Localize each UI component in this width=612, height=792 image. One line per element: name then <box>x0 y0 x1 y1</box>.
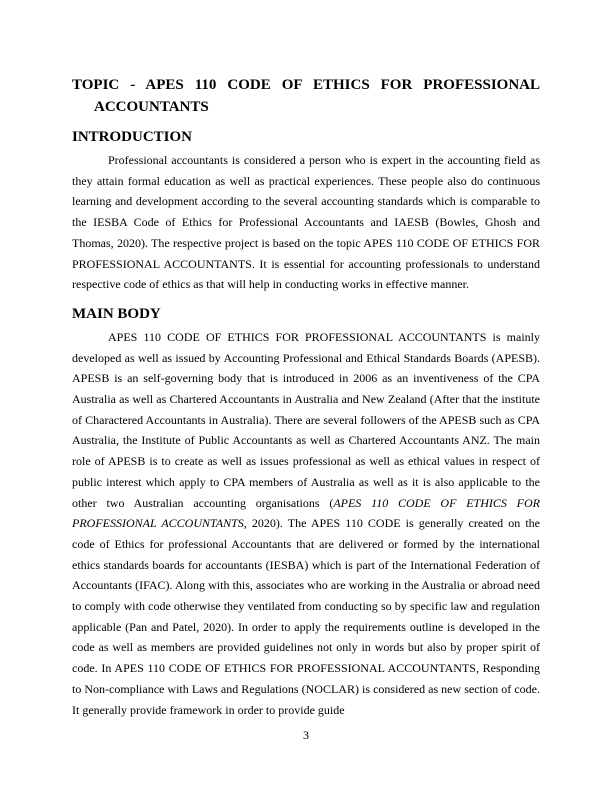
document-page <box>72 74 540 720</box>
main-body-paragraph <box>72 327 540 720</box>
page-number: 3 <box>303 728 309 742</box>
main-body-text-part1: APES 110 CODE OF ETHICS FOR PROFESSIONAL ACCOUNTANTS is mainly developed as well as issued by Accounting Professional and Ethical Standards Boards (APESB). APESB is an self-governing body that is introduced in 2006 as an inventiveness of the CPA Australia as well as Chartered Accountants in Australia and New Zealand (After that the institute of Charactered Accountants in Australia). There are several followers of the APESB such as CPA Australia, the Institute of Public Accountants as well as Chartered Accountants ANZ. The main role of APESB is to create as well as issues professional as well as ethical values in respect of public interest which apply to CPA members of Australia as well as it is also applicable to the other two Australian accounting organisations ( <box>72 329 540 510</box>
main-body-citation: APES 110 CODE OF ETHICS FOR PROFESSIONAL ACCOUNTANTS, <box>72 495 540 531</box>
section-heading-main-body: MAIN BODY <box>72 305 161 322</box>
section-heading-introduction: INTRODUCTION <box>72 129 193 145</box>
introduction-paragraph: Professional accountants is considered a person who is expert in the accounting field as they attain formal education as well as practical experiences. These people also do continuous learning and development according to the several accounting standards which is comparable to the IESBA Code of Ethics for Professional Accountants and IAESB (Bowles, Ghosh and Thomas, 2020). The respective project is based on the topic APES 110 CODE OF ETHICS FOR PROFESSIONAL ACCOUNTANTS. It is essential for accounting professionals to understand respective code of ethics as that will help in conducting works in effective manner. <box>72 153 540 292</box>
main-body-text-part2: 2020). The APES 110 CODE is generally created on the code of Ethics for professional Accountants that are delivered or formed by the international ethics standards boards for accountants (IESBA) which is part of the International Federation of Accountants (IFAC). Along with this, associates who are working in the Australia or abroad need to comply with code otherwise they ventilated from conducting so by specific law and regulation applicable (Pan and Patel, 2020). In order to apply the requirements outline is developed in the code as well as members are provided guidelines not only in words but also by proper spirit of code. In APES 110 CODE OF ETHICS FOR PROFESSIONAL ACCOUNTANTS, Responding to Non-compliance with Laws and Regulations (NOCLAR) is considered as new section of code. It generally provide framework in order to provide guide <box>72 516 540 717</box>
document-title: TOPIC - APES 110 CODE OF ETHICS FOR PROFESSIONAL ACCOUNTANTS <box>72 77 540 115</box>
